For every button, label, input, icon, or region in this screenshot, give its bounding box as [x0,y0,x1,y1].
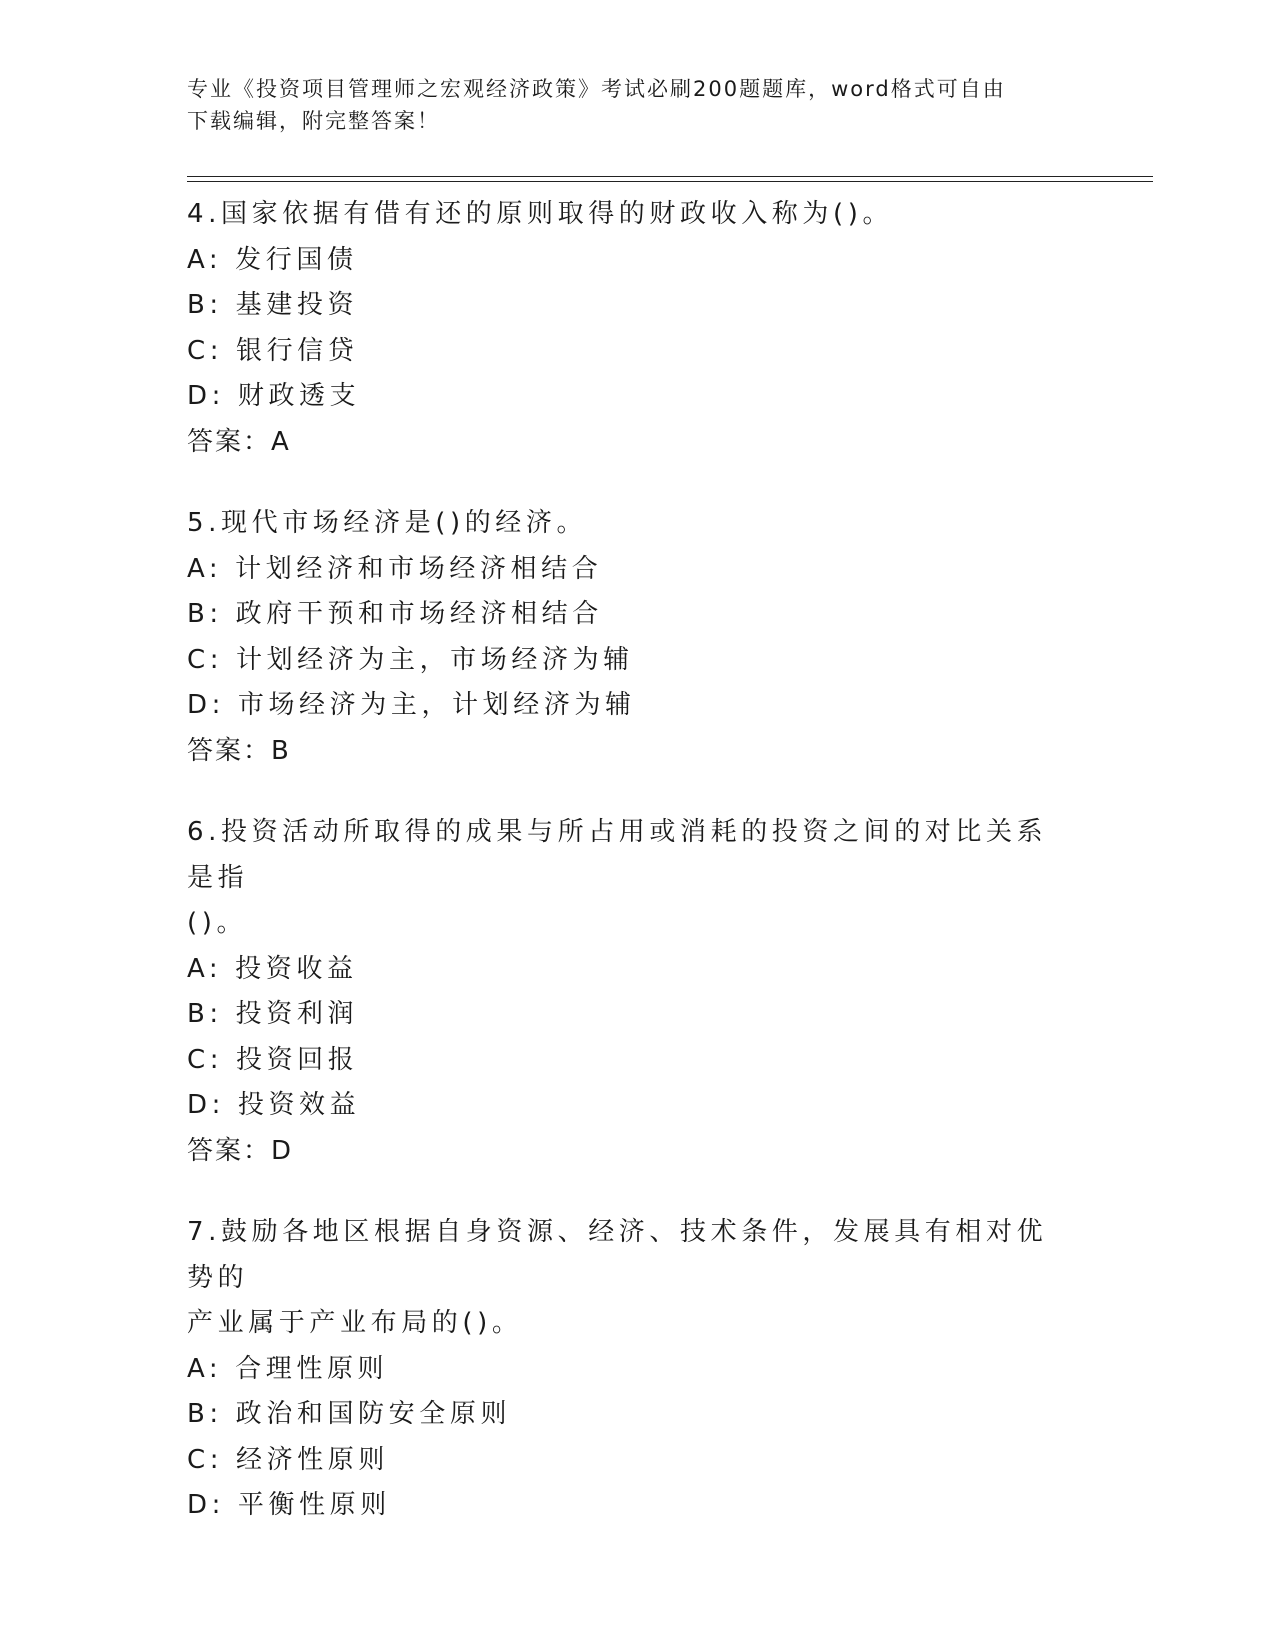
question-stem-line: 5.现代市场经济是()的经济。 [187,508,588,538]
option-a: A: 合理性原则 [187,1353,389,1384]
option-a: A: 发行国债 [187,244,358,275]
header-divider-top [187,176,1153,177]
option-c: C: 计划经济为主，市场经济为辅 [187,644,634,675]
option-a: A: 投资收益 [187,953,358,984]
option-d: D: 财政透支 [187,381,361,411]
option-d: D: 市场经济为主，计划经济为辅 [187,690,636,720]
option-c: C: 投资回报 [187,1044,359,1075]
answer-line: 答案：B [187,735,291,766]
option-d: D: 投资效益 [187,1090,361,1120]
option-b: B: 投资利润 [187,999,359,1029]
question-stem-line: 6.投资活动所取得的成果与所占用或消耗的投资之间的对比关系是指 [187,817,1048,893]
header-line-2: 下载编辑，附完整答案！ [187,109,440,133]
document-header [187,73,1067,137]
header-divider-bottom [187,181,1153,182]
question-6 [187,810,1067,1174]
question-4 [187,192,1067,465]
option-c: C: 经济性原则 [187,1444,389,1475]
option-b: B: 基建投资 [187,290,359,320]
question-stem-line: ()。 [187,908,248,938]
question-stem-line: 产业属于产业布局的()。 [187,1308,523,1338]
header-line-1: 专业《投资项目管理师之宏观经济政策》考试必刷200题题库，word格式可自由 [187,77,1006,101]
question-7 [187,1210,1067,1529]
answer-line: 答案：D [187,1135,294,1166]
option-c: C: 银行信贷 [187,335,359,366]
question-list [187,192,1067,1565]
option-b: B: 政治和国防安全原则 [187,1399,512,1429]
question-5 [187,501,1067,774]
option-d: D: 平衡性原则 [187,1490,391,1520]
answer-line: 答案：A [187,426,291,457]
question-stem-line: 4.国家依据有借有还的原则取得的财政收入称为()。 [187,199,894,229]
question-stem-line: 7.鼓励各地区根据自身资源、经济、技术条件，发展具有相对优势的 [187,1217,1048,1293]
option-a: A: 计划经济和市场经济相结合 [187,553,603,584]
option-b: B: 政府干预和市场经济相结合 [187,599,603,629]
